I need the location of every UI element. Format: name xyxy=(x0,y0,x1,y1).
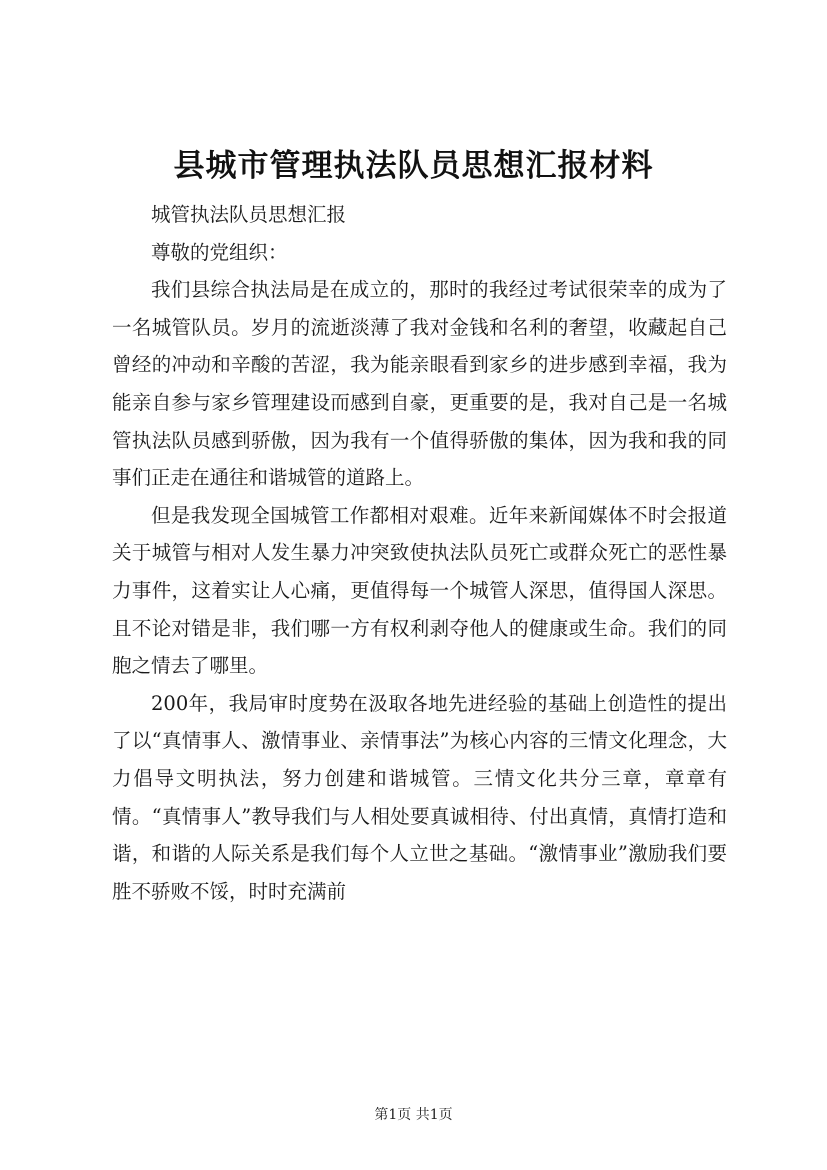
paragraph-salutation: 尊敬的党组织： xyxy=(151,240,288,264)
page-footer: 第1页 共1页 xyxy=(374,1107,453,1123)
document-title: 县城市管理执法队员思想汇报材料 xyxy=(173,148,654,184)
paragraph: 但是我发现全国城管工作都相对艰难。近年来新闻媒体不时会报道关于城管与相对人发生暴力冲突致使执法队员死亡或群众死亡的恶性暴力事件，这着实让人心痛，更值得每一个城管人深思，值得国人深思。且不论对错是非，我们哪一方有权利剥夺他人的健康或生命。我们的同胞之情去了哪里。 xyxy=(112,503,727,678)
paragraph: 我们县综合执法局是在成立的，那时的我经过考试很荣幸的成为了一名城管队员。岁月的流逝淡薄了我对金钱和名利的奢望，收藏起自己曾经的冲动和辛酸的苦涩，我为能亲眼看到家乡的进步感到幸福，我为能亲自参与家乡管理建设而感到自豪，更重要的是，我对自己是一名城管执法队员感到骄傲，因为我有一个值得骄傲的集体，因为我和我的同事们正走在通往和谐城管的道路上。 xyxy=(112,278,727,490)
document-body xyxy=(112,196,727,910)
paragraph-subtitle: 城管执法队员思想汇报 xyxy=(151,203,347,226)
paragraph: 200年，我局审时度势在汲取各地先进经验的基础上创造性的提出了以“真情事人、激情事业、亲情事法”为核心内容的三情文化理念，大力倡导文明执法，努力创建和谐城管。三情文化共分三章，章章有情。“真情事人”教导我们与人相处要真诚相待、付出真情，真情打造和谐，和谐的人际关系是我们每个人立世之基础。“激情事业”激励我们要胜不骄败不馁，时时充满前 xyxy=(112,691,727,903)
